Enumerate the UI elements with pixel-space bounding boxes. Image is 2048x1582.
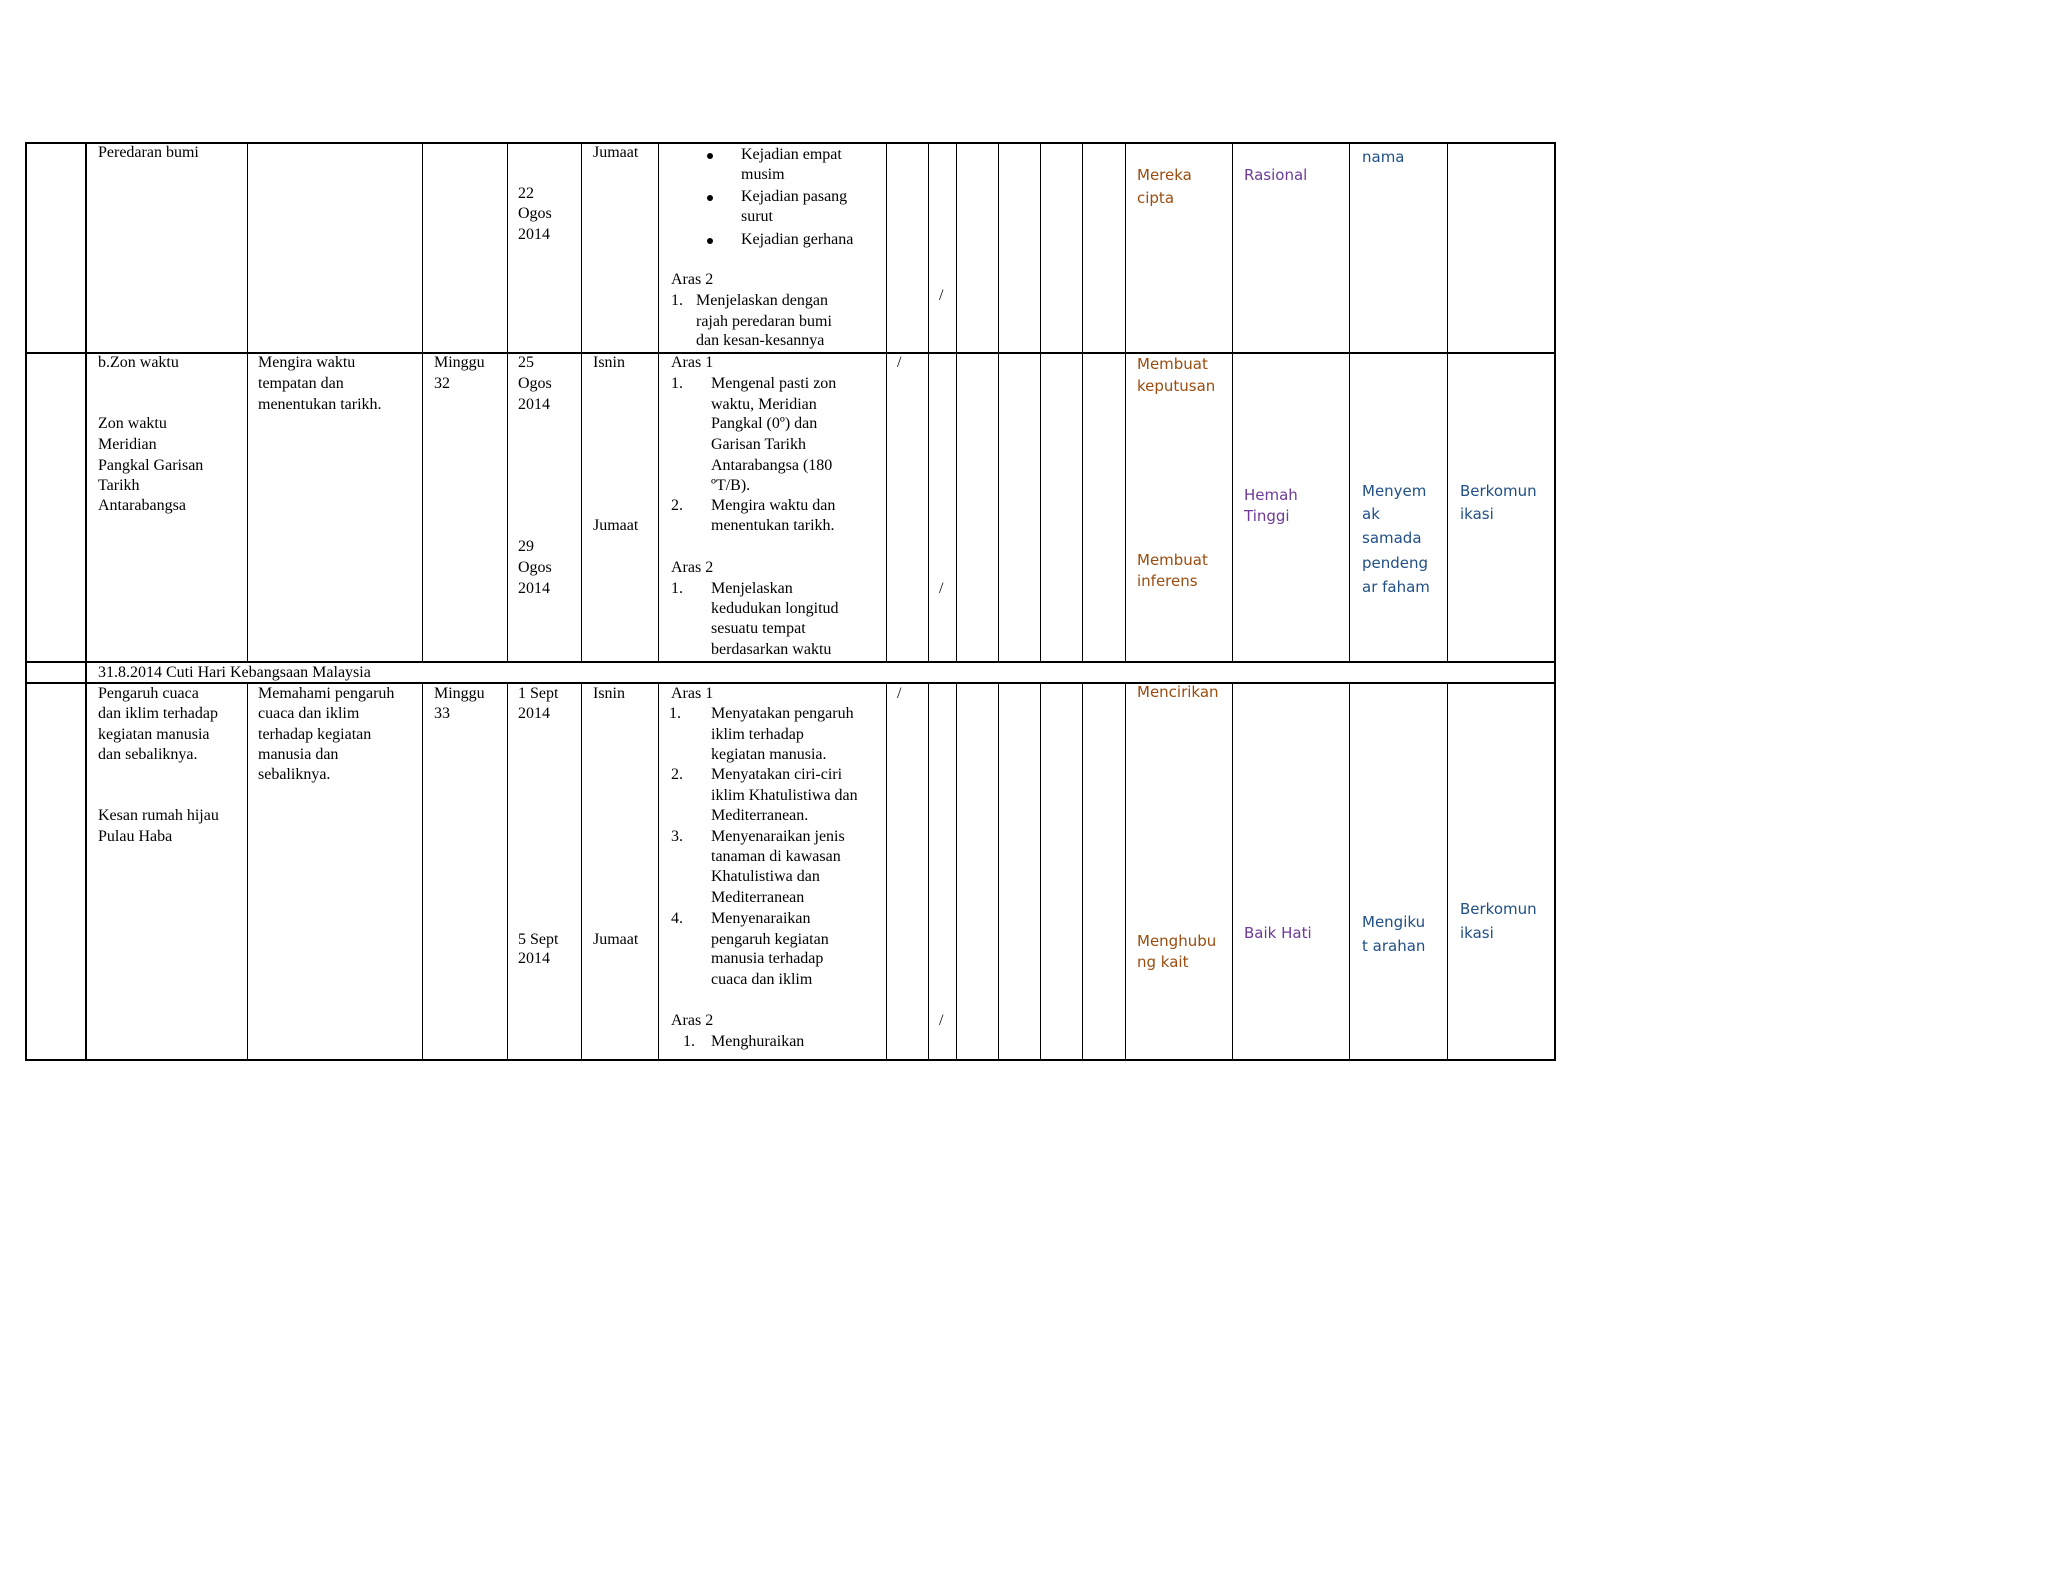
nilai-cell: Baik Hati	[1244, 924, 1312, 942]
check-mark: /	[939, 1012, 944, 1029]
aras-heading: Aras 1	[671, 685, 714, 702]
bullet-icon	[707, 195, 713, 201]
topic-cell: b.Zon waktu	[98, 354, 179, 371]
holiday-note: 31.8.2014 Cuti Hari Kebangsaan Malaysia	[98, 664, 371, 681]
bullet-icon	[707, 238, 713, 244]
elemen-cell: nama	[1362, 148, 1405, 166]
document-page: Peredaran bumi 22 Ogos 2014 Jumaat Kejadian empat musim Kejadian pasang surut Kejadian gerhana Aras 2 1. Menjelaskan dengan rajah peredaran bumi dan kesan-kesannya / Mereka cipta Rasional nama b.Zon waktu Zon waktu Meridian Pangkal Garisan Tarikh Antarabangsa Mengira waktu tempatan dan menentukan tarikh. Minggu 32 25 Ogos 2014 29 Ogos 2014 Isnin Jumaat Aras 1 1. Mengenal pasti zon waktu, Meridian Pangkal (0º) dan Garisan Tarikh Antarabangsa (180 ºT/B). 2. Mengira waktu dan menentukan tarikh. Aras 2 1. Menjelaskan kedudukan longitud sesuatu tempat berdasarkan waktu / / Membuat keputusan Membuat inferens Hemah Tinggi Menyem ak samada pendeng ar faham Berkomun ikasi 31.8.2014 Cuti Hari Kebangsaan Malaysia Pengaruh cuaca dan iklim terhadap kegiatan manusia dan sebaliknya. Kesan rumah hijau Pulau Haba Memahami pengaruh cuaca dan iklim terhadap kegiatan manusia dan sebaliknya. Minggu 33 1 Sept 2014 5 Sept 2014 Isnin Jumaat Aras 1 1. Menyatakan pengaruh iklim terhadap kegiatan manusia. 2. Menyatakan ciri-ciri iklim Khatulistiwa dan Mediterranean. 3. Menyenaraikan jenis tanaman di kawasan Khatulistiwa dan Mediterranean 4. Menyenaraikan pengaruh kegiatan manusia terhadap cuaca dan iklim Aras 2 1. Menghuraikan / / Mencirikan Menghubu ng kait Baik Hati Mengiku t arahan Berkomun ikasi	[0, 0, 1568, 1210]
check-mark: /	[897, 354, 902, 371]
aras-heading: Aras 2	[671, 559, 714, 576]
bullet-icon	[707, 153, 713, 159]
nilai-cell: Rasional	[1244, 166, 1308, 184]
check-mark: /	[939, 287, 944, 304]
check-mark: /	[939, 580, 944, 597]
topic-cell: Peredaran bumi	[98, 144, 199, 161]
check-mark: /	[897, 685, 902, 702]
day-cell: Jumaat	[593, 144, 639, 161]
aras-heading: Aras 1	[671, 354, 714, 371]
aras-heading: Aras 2	[671, 271, 714, 288]
aras-heading: Aras 2	[671, 1012, 714, 1029]
